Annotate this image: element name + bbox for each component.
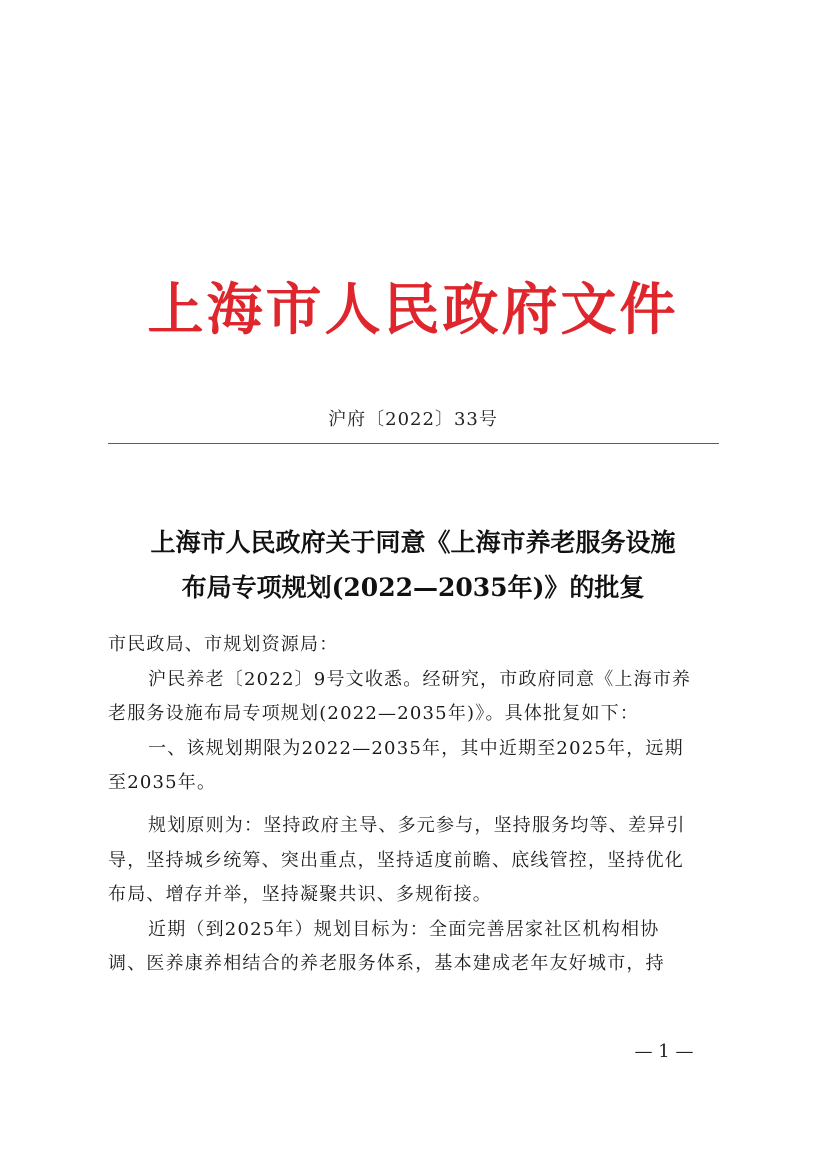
paragraph-1-line-2: 老服务设施布局专项规划(2022—2035年)》。具体批复如下： [108, 703, 640, 725]
paragraph-2-line-1: 一、该规划期限为2022—2035年，其中近期至2025年，远期 [148, 737, 684, 759]
document-title [100, 520, 726, 610]
document-number: 沪府〔2022〕33号 [328, 409, 498, 430]
paragraph-3-line-3: 布局、增存并举，坚持凝聚共识、多规衔接。 [108, 884, 492, 906]
addressee: 市民政局、市规划资源局： [108, 634, 339, 655]
issuer-title: 上海市人民政府文件 [147, 277, 679, 343]
paragraph-4-line-1: 近期（到2025年）规划目标为：全面完善居家社区机构相协 [148, 918, 660, 940]
title-line-1: 上海市人民政府关于同意《上海市养老服务设施 [150, 528, 676, 557]
title-line-2: 布局专项规划(2022—2035年)》的批复 [181, 573, 645, 602]
paragraph-3-line-1: 规划原则为：坚持政府主导、多元参与，坚持服务均等、差异引 [148, 814, 686, 836]
paragraph-1-line-1: 沪民养老〔2022〕9号文收悉。经研究，市政府同意《上海市养 [148, 668, 692, 690]
document-body [108, 628, 720, 982]
red-divider-line [108, 443, 719, 444]
page-number: — 1 — [634, 1041, 694, 1062]
paragraph-2-line-2: 至2035年。 [108, 772, 217, 794]
paragraph-3-line-2: 导，坚持城乡统筹、突出重点，坚持适度前瞻、底线管控，坚持优化 [108, 849, 684, 871]
paragraph-4-line-2: 调、医养康养相结合的养老服务体系，基本建成老年友好城市，持 [108, 953, 665, 975]
